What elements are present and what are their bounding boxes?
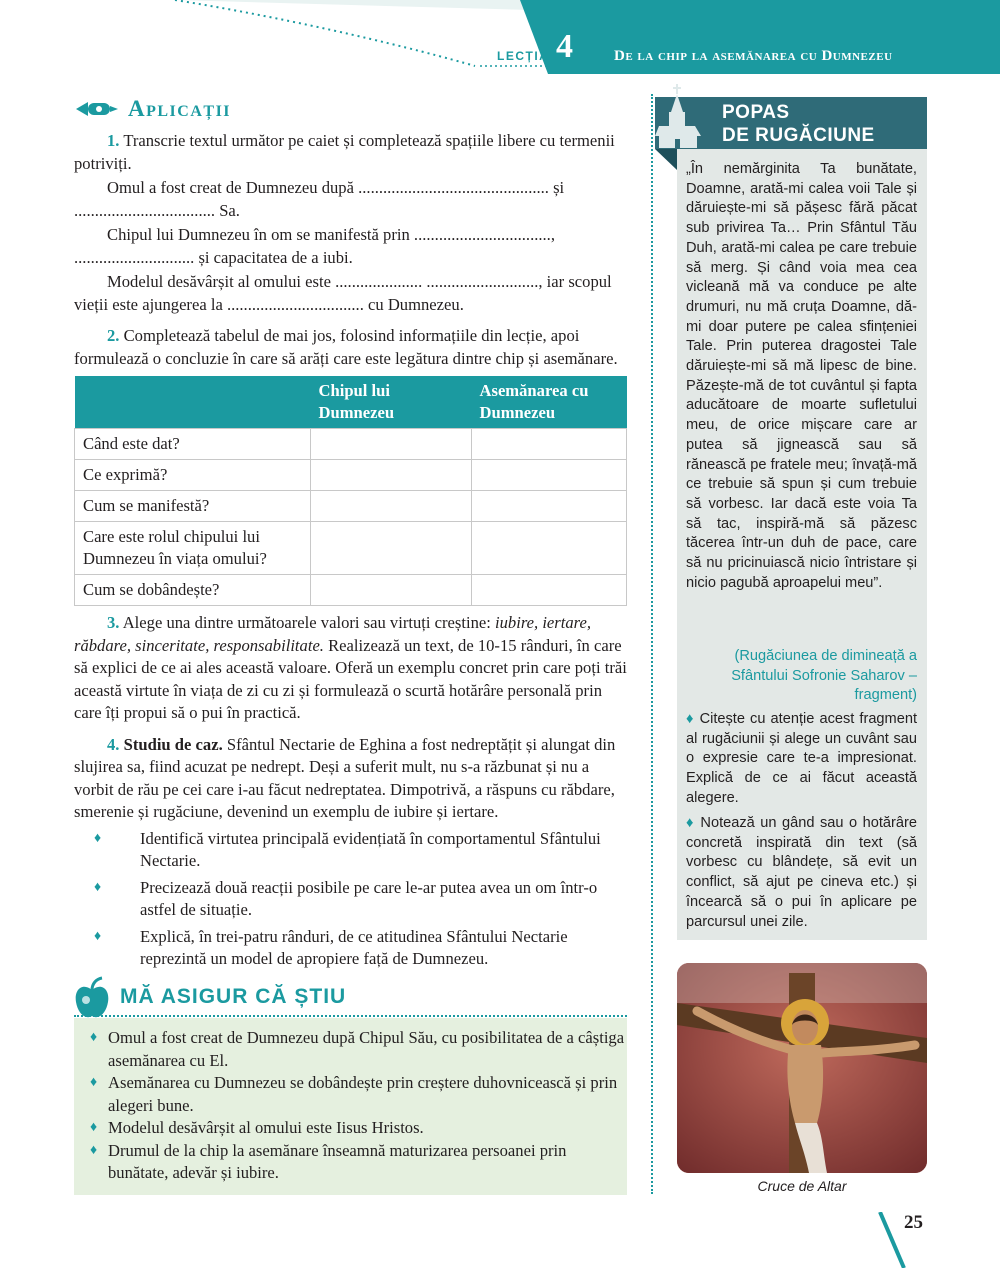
list-item: ♦ Modelul desăvârșit al omului este Iisus Hristos.	[90, 1118, 424, 1137]
ex4-text: 4. Studiu de caz. Sfântul Nectarie de Eghina a fost nedreptățit și alungat din slujirea sa, fiind acuzat pe nedrept. Deși a suferit mult, nu s-a răzbunat și nu a vorbit de rău pe cei care i-au făcut nedreptatea. Dimpotrivă, a răspuns cu răbdare, smerenie și rugăciune, devenind un exemplu de iubire și iertare.	[74, 734, 616, 821]
table-cell-empty[interactable]	[311, 491, 472, 522]
ex3-text: 3. Alege una dintre următoarele valori sau virtuți creștine: iubire, iertare, răbdare, sinceritate, responsabilitate. Realizează un text, de 10-15 rânduri, în care să explici de ce ai ales această valoare. Oferă un exemplu concret prin care poți trăi această virtute în viața de zi cu zi și formulează o scurtă hotărâre personală prin care îți propui să o pui în practică.	[74, 613, 627, 722]
list-item: ♦ Omul a fost creat de Dumnezeu după Chipul Său, cu posibilitatea de a câștiga asemănarea cu El.	[90, 1028, 625, 1070]
divider	[74, 1015, 627, 1017]
page-header	[0, 0, 1000, 80]
prayer-source: (Rugăciunea de dimineață a Sfântului Sofronie Saharov – fragment)	[731, 648, 917, 704]
table-cell-empty[interactable]	[472, 522, 627, 575]
ex2-prompt: 2. Completează tabelul de mai jos, folosind informațiile din lecție, apoi formulează o concluzie în care să arăți care este legătura dintre chip și asemănare.	[74, 326, 618, 368]
table-cell-empty[interactable]	[472, 575, 627, 606]
photo-caption: Cruce de Altar	[757, 1178, 847, 1194]
list-item: ♦ Precizează două reacții posibile pe care le-ar putea avea un om într-o astfel de situație.	[94, 877, 598, 919]
table-cell-empty[interactable]	[472, 429, 627, 460]
lesson-label: LECȚIA	[497, 49, 550, 63]
table-cell-empty[interactable]	[311, 522, 472, 575]
table-row: Ce exprimă?	[75, 460, 627, 491]
page-number: 25	[904, 1212, 923, 1233]
table-header-chip: Chipul lui Dumnezeu	[311, 376, 472, 429]
table-cell-empty[interactable]	[472, 491, 627, 522]
ex4-bullets	[74, 828, 629, 971]
ex1-line-1: Omul a fost creat de Dumnezeu după .............................................. și .................................. Sa.	[74, 178, 565, 220]
table-cell-empty[interactable]	[311, 460, 472, 491]
table-cell-empty[interactable]	[311, 429, 472, 460]
table-row: Când este dat?	[75, 429, 627, 460]
list-item: ♦ Explică, în trei-patru rânduri, de ce atitudinea Sfântului Nectarie reprezintă un model de apropiere față de Dumnezeu.	[94, 926, 568, 968]
column-divider	[651, 94, 653, 1194]
ex1-line-2: Chipul lui Dumnezeu în om se manifestă prin ................................., ............................. și capacitatea de a iubi.	[74, 225, 555, 267]
ma-asigur-title: MĂ ASIGUR CĂ ȘTIU	[120, 985, 347, 1008]
table-header-row	[75, 376, 627, 429]
ex1-prompt: 1. Transcrie textul următor pe caiet și completează spațiile libere cu termenii potriviți.	[74, 131, 615, 173]
pen-icon	[74, 97, 120, 121]
ex1-line-3: Modelul desăvârșit al omului este ..................... ..........................., iar scopul vieții este ajungerea la ................................. cu Dumnezeu.	[74, 272, 612, 314]
list-item: ♦ Identifică virtutea principală evidențiată în comportamentul Sfântului Nectarie.	[94, 828, 601, 870]
popas-task-2: ♦ Notează un gând sau o hotărâre concretă inspirată din text (să vorbesc cu blândețe, să evit un conflict, să ajut pe cineva etc.) și încearcă să o pui în aplicare pe parcursul unei zile.	[686, 815, 917, 930]
list-item: ♦ Asemănarea cu Dumnezeu se dobândește prin creștere duhovnicească și prin alegeri bune.	[90, 1073, 618, 1115]
table-row: Cum se manifestă?	[75, 491, 627, 522]
altar-cross-photo	[677, 963, 927, 1173]
table-cell-empty[interactable]	[311, 575, 472, 606]
popas-task-1: ♦ Citește cu atenție acest fragment al rugăciunii și alege un cuvânt sau o expresie care te-a impresionat. Explică de ce ai făcut această alegere.	[686, 711, 917, 806]
prayer-text: „În nemărginita Ta bunătate, Doamne, arată-mi calea voii Tale și dăruiește-mi să pășesc fără păcat sub privirea Ta… Prin Sfântul Tău Duh, arată-mi calea pe care trebuie să merg. Și când voia mea cea vicleană mă va conduce pe alte drumuri, nu mă cruța Doamne, dă-mi doar putere pe calea sfințeniei Tale. Prin puterea dragostei Tale dăruiește-mi să mă lipesc de bine. Păzește-mă de tot cuvântul și fapta aducătoare de moarte sufletului meu, de orice mișcare care ar putea să jignească sau să rănească pe fratele meu; învață-mă ce trebuie să spun și cum trebuie să vorbesc. Iar dacă este voia Ta să tac, inspiră-mă să păzesc tăcerea într-un duh de pace, care să nu pricinuiască nicio întristare și nicio pagubă aproapelui meu”.	[686, 161, 917, 591]
table-header-empty	[75, 376, 311, 429]
lesson-title: De la chip la asemănarea cu Dumnezeu	[614, 48, 893, 64]
aplicatii-title: Aplicații	[128, 96, 232, 121]
table-header-asemanare: Asemănarea cu Dumnezeu	[472, 376, 627, 429]
table-cell-empty[interactable]	[472, 460, 627, 491]
header-banner	[0, 0, 1000, 80]
table-row: Care este rolul chipului lui Dumnezeu în viața omului?	[75, 522, 627, 575]
table-row: Cum se dobândește?	[75, 575, 627, 606]
popas-title: POPAS DE RUGĂCIUNE	[722, 102, 875, 146]
ma-asigur-box	[74, 1018, 627, 1195]
left-column	[74, 96, 629, 971]
chip-asemanare-table	[74, 376, 627, 606]
lesson-number: 4	[556, 28, 573, 65]
list-item: ♦ Drumul de la chip la asemănare înseamnă maturizarea persoanei prin bunătate, adevăr și iubire.	[90, 1140, 567, 1182]
aplicatii-heading	[74, 96, 629, 122]
